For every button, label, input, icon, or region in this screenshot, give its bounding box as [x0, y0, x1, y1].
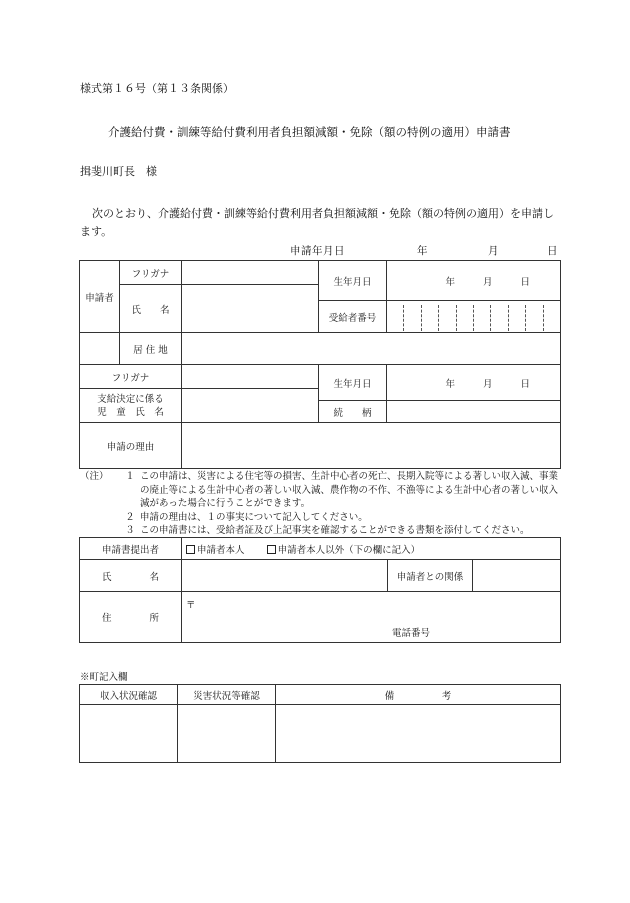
form-number: 様式第１６号（第１３条関係）	[80, 82, 234, 95]
recipient-digit-box[interactable]	[457, 305, 474, 331]
postal-mark: 〒	[186, 600, 196, 611]
submitter-name-field[interactable]	[182, 560, 388, 592]
submitter-options	[182, 538, 561, 560]
applicant-furigana-label: フリガナ	[120, 261, 182, 285]
note-item	[80, 470, 565, 511]
submitter-relationship-label: 申請者との関係	[388, 560, 473, 592]
recipient-number-boxes	[387, 303, 560, 331]
submitter-self-checkbox[interactable]	[186, 545, 195, 554]
applicant-birth-day: 日	[520, 276, 530, 288]
submitter-other-checkbox[interactable]	[267, 545, 276, 554]
applicant-birth-label: 生年月日	[319, 261, 387, 301]
town-section-label: ※町記入欄	[80, 672, 128, 683]
submitter-address-label: 住 所	[80, 592, 182, 643]
child-birth-day: 日	[520, 378, 530, 390]
reason-field[interactable]	[182, 423, 561, 469]
child-birth-label: 生年月日	[319, 365, 387, 401]
note-number: １	[125, 471, 135, 482]
income-check-field[interactable]	[80, 705, 178, 763]
note-text: この申請は、災害による住宅等の損害、生計中心者の死亡、長期入院等による著しい収入減、事業の廃止等による生計中心者の著しい収入減、農作物の不作、不漁等による生計中心者の著しい収入減があった場合に行うことができます。	[140, 471, 559, 509]
phone-label: 電話番号	[392, 628, 431, 639]
child-name-field[interactable]	[182, 389, 319, 423]
note-item	[80, 524, 565, 538]
application-date-label: 申請年月日	[290, 245, 345, 257]
submitter-label: 申請書提出者	[80, 538, 182, 560]
note-text: この申請書には、受給者証及び上記事実を確認することができる書類を添付してください。	[140, 525, 530, 536]
recipient-digit-box[interactable]	[404, 305, 421, 331]
applicant-birth-field[interactable]	[387, 261, 561, 301]
disaster-check-header: 災害状況等確認	[178, 685, 276, 705]
applicant-birth-year: 年	[445, 276, 455, 288]
child-birth-year: 年	[445, 378, 455, 390]
remarks-header: 備 考	[276, 685, 561, 705]
child-birth-month: 月	[482, 378, 493, 390]
remarks-field[interactable]	[276, 705, 561, 763]
applicant-birth-month: 月	[482, 276, 493, 288]
applicant-address-field[interactable]	[182, 333, 561, 365]
reason-label: 申請の理由	[80, 423, 182, 469]
application-date-month: 月	[488, 245, 499, 257]
child-furigana-label: フリガナ	[80, 365, 182, 389]
child-relationship-label: 続 柄	[319, 401, 387, 423]
recipient-digit-box[interactable]	[509, 305, 526, 331]
town-table	[79, 684, 561, 763]
submitter-other-label: 申請者本人以外（下の欄に記入）	[277, 544, 421, 556]
applicant-name-field[interactable]	[182, 285, 319, 333]
application-date-day: 日	[547, 245, 558, 257]
note-number: ２	[125, 511, 135, 523]
submitter-address-field[interactable]	[182, 592, 561, 643]
applicant-furigana-field[interactable]	[182, 261, 319, 285]
applicant-name-label: 氏 名	[120, 285, 182, 333]
application-date	[290, 243, 558, 258]
recipient-number-label: 受給者番号	[319, 301, 387, 333]
recipient-digit-box[interactable]	[422, 305, 439, 331]
child-furigana-field[interactable]	[182, 365, 319, 389]
recipient-digit-box[interactable]	[544, 305, 560, 331]
applicant-address-label: 居 住 地	[120, 333, 182, 365]
child-name-label-line1: 支給決定に係る	[97, 393, 164, 405]
notes	[80, 470, 565, 538]
recipient-digit-box[interactable]	[474, 305, 491, 331]
note-number: ３	[125, 525, 135, 536]
document-title: 介護給付費・訓練等給付費利用者負担額減額・免除（額の特例の適用）申請書	[108, 125, 511, 139]
child-birth-field[interactable]	[387, 365, 561, 401]
submitter-relationship-field[interactable]	[473, 560, 561, 592]
submitter-self-label: 申請者本人	[197, 544, 245, 556]
recipient-digit-box[interactable]	[491, 305, 508, 331]
recipient-digit-box[interactable]	[439, 305, 456, 331]
child-name-label-line2: 児 童 氏 名	[97, 406, 164, 418]
note-text: 申請の理由は、１の事実について記入してください。	[140, 511, 368, 523]
application-date-year: 年	[417, 245, 428, 257]
submitter-table	[79, 537, 561, 643]
addressee: 揖斐川町長 様	[80, 165, 157, 178]
submitter-name-label: 氏 名	[80, 560, 182, 592]
child-relationship-field[interactable]	[387, 401, 561, 423]
recipient-number-field[interactable]	[387, 301, 561, 333]
notes-label: （注）	[80, 471, 109, 482]
disaster-check-field[interactable]	[178, 705, 276, 763]
note-item	[80, 511, 565, 525]
recipient-digit-box[interactable]	[387, 305, 404, 331]
applicant-table	[79, 260, 561, 469]
child-name-label	[80, 389, 182, 423]
intro-text: 次のとおり、介護給付費・訓練等給付費利用者負担額減額・免除（額の特例の適用）を申請します。	[80, 207, 554, 238]
applicant-section-label: 申請者	[80, 261, 120, 333]
recipient-digit-box[interactable]	[526, 305, 543, 331]
income-check-header: 収入状況確認	[80, 685, 178, 705]
